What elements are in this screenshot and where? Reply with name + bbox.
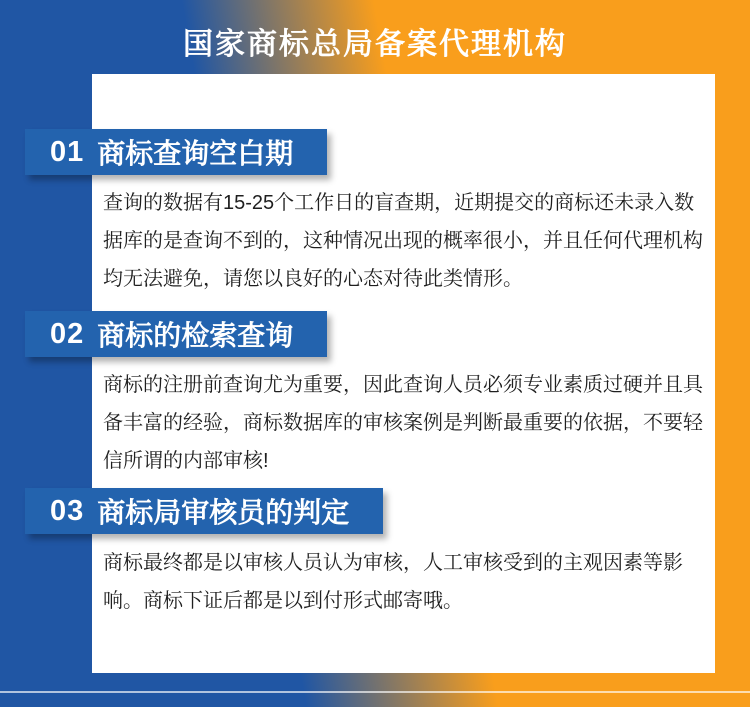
section-3-header-bar [25,488,383,534]
section-2-number: 02 [50,317,85,350]
section-2-title: 商标的检索查询 [97,320,294,351]
section-1-body: 查询的数据有15-25个工作日的盲查期，近期提交的商标还未录入数据库的是查询不到的，这种情况出现的概率很小，并且任何代理机构均无法避免，请您以良好的心态对待此类情形。 [103,192,703,290]
bottom-divider-line [0,691,750,693]
section-1-title: 商标查询空白期 [97,138,294,169]
section-3-title: 商标局审核员的判定 [97,497,350,528]
section-2-header-bar [25,311,327,357]
section-1-number: 01 [50,135,85,168]
section-2-body: 商标的注册前查询尤为重要，因此查询人员必须专业素质过硬并且具备丰富的经验，商标数据库的审核案例是判断最重要的依据，不要轻信所谓的内部审核! [103,374,703,472]
section-3-body: 商标最终都是以审核人员认为审核，人工审核受到的主观因素等影响。商标下证后都是以到付形式邮寄哦。 [103,552,683,612]
section-1-header-bar [25,129,327,175]
section-3-number: 03 [50,494,85,527]
page-title: 国家商标总局备案代理机构 [183,28,567,61]
